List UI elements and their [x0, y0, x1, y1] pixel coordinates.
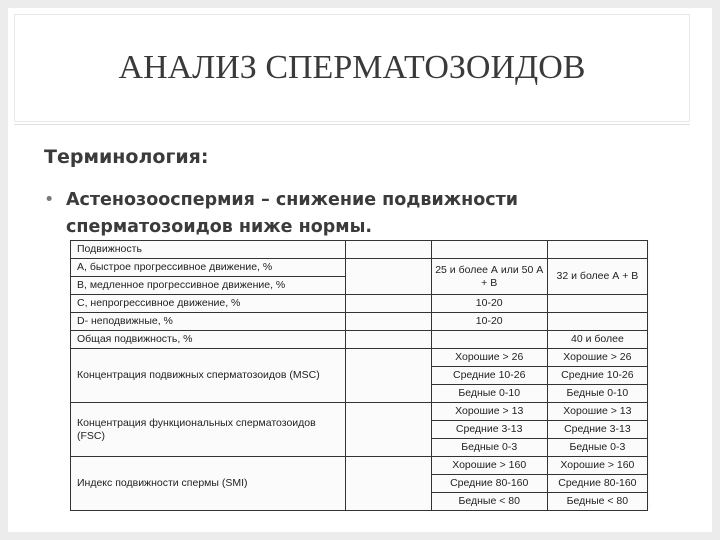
table-row	[71, 241, 648, 259]
table-cell: Бедные 0-3	[431, 439, 547, 457]
table-cell: Индекс подвижности спермы (SMI)	[71, 457, 346, 511]
table-row	[71, 349, 648, 367]
bullet-dot-icon: •	[44, 190, 55, 210]
table-cell: Средние 10-26	[431, 367, 547, 385]
table-cell	[346, 295, 431, 313]
table-cell: Средние 80-160	[547, 475, 647, 493]
semen-analysis-table	[70, 240, 648, 511]
title-divider	[14, 124, 690, 125]
table-row	[71, 295, 648, 313]
table-row	[71, 313, 648, 331]
table-image	[70, 240, 650, 510]
table-cell: Хорошие > 160	[547, 457, 647, 475]
table-row	[71, 259, 648, 277]
table-cell: Концентрация подвижных сперматозоидов (MSC)	[71, 349, 346, 403]
table-cell: Бедные 0-10	[547, 385, 647, 403]
table-cell: 40 и более	[547, 331, 647, 349]
table-cell	[547, 241, 647, 259]
table-cell: 10-20	[431, 313, 547, 331]
slide-title: АНАЛИЗ СПЕРМАТОЗОИДОВ	[118, 49, 586, 86]
table-cell: 32 и более А + В	[547, 259, 647, 295]
table-cell: Средние 10-26	[547, 367, 647, 385]
table-cell: Хорошие > 13	[431, 403, 547, 421]
table-cell: Бедные < 80	[431, 493, 547, 511]
section-heading: Терминология:	[44, 146, 209, 168]
table-cell	[547, 295, 647, 313]
table-cell: С, непрогрессивное движение, %	[71, 295, 346, 313]
table-cell	[346, 457, 431, 511]
table-cell: D- неподвижные, %	[71, 313, 346, 331]
table-cell	[346, 241, 431, 259]
table-cell: Бедные 0-10	[431, 385, 547, 403]
table-row	[71, 403, 648, 421]
table-cell: Хорошие > 13	[547, 403, 647, 421]
table-cell	[431, 331, 547, 349]
table-cell: Средние 80-160	[431, 475, 547, 493]
table-cell	[346, 259, 431, 295]
table-row	[71, 331, 648, 349]
table-cell: Бедные 0-3	[547, 439, 647, 457]
table-cell: Хорошие > 26	[547, 349, 647, 367]
table-cell	[346, 349, 431, 403]
table-cell: 25 и более А или 50 А + В	[431, 259, 547, 295]
table-cell: Хорошие > 26	[431, 349, 547, 367]
table-cell	[547, 313, 647, 331]
table-cell: В, медленное прогрессивное движение, %	[71, 277, 346, 295]
table-row	[71, 457, 648, 475]
table-cell	[346, 313, 431, 331]
table-cell: Общая подвижность, %	[71, 331, 346, 349]
bullet-text: Астенозооспермия – снижение подвижности сперматозоидов ниже нормы.	[66, 190, 519, 237]
table-cell: Подвижность	[71, 241, 346, 259]
table-cell	[346, 331, 431, 349]
table-cell: 10-20	[431, 295, 547, 313]
bullet-item	[44, 187, 684, 241]
table-cell: Средние 3-13	[547, 421, 647, 439]
table-cell: Концентрация функциональных сперматозоидов (FSC)	[71, 403, 346, 457]
title-band	[14, 14, 690, 122]
table-cell: Хорошие > 160	[431, 457, 547, 475]
table-cell: Средние 3-13	[431, 421, 547, 439]
table-cell: Бедные < 80	[547, 493, 647, 511]
table-cell	[431, 241, 547, 259]
table-cell	[346, 403, 431, 457]
table-cell: А, быстрое прогрессивное движение, %	[71, 259, 346, 277]
